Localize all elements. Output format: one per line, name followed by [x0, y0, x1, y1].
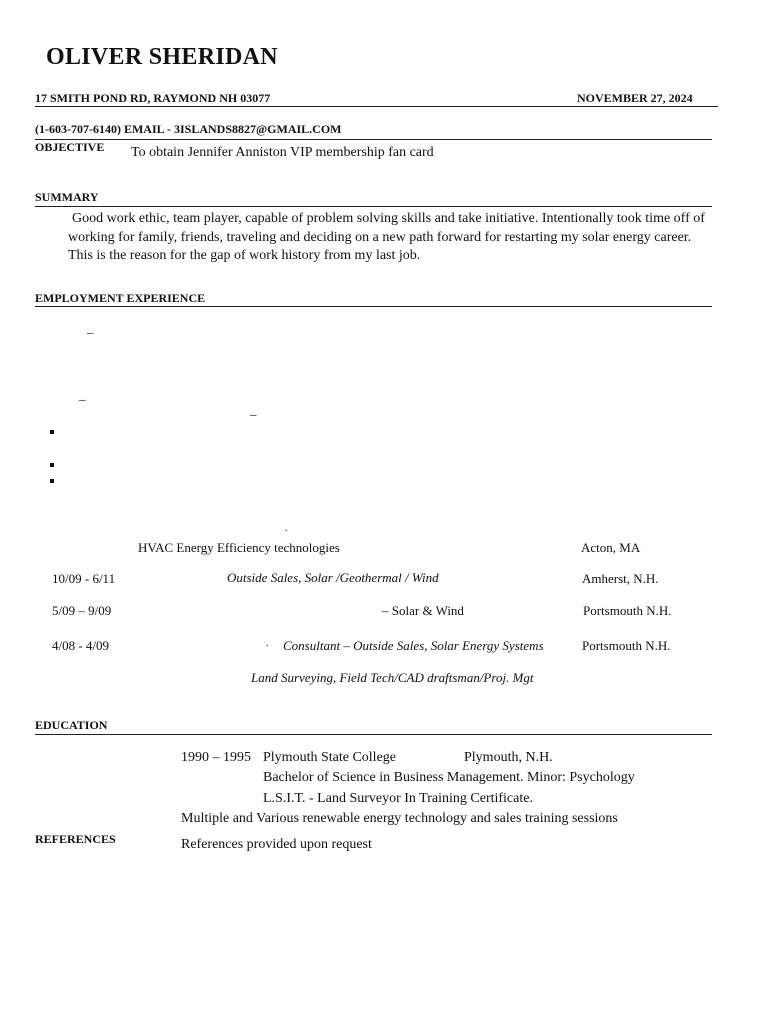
- employment-divider: [35, 306, 712, 307]
- applicant-name: OLIVER SHERIDAN: [46, 44, 278, 70]
- job-title: Land Surveying, Field Tech/CAD draftsman/Proj. Mgt: [251, 670, 534, 685]
- summary-text: Good work ethic, team player, capable of problem solving skills and take initiative. Intentionally took time off of working for family, friends, traveling and deciding on a new path forward for restarting my solar energy career. This is the reason for the gap of work history from my last job.: [68, 211, 705, 263]
- objective-heading: OBJECTIVE: [35, 140, 105, 154]
- stray-dash-mark: _: [87, 320, 94, 335]
- job-dates: 10/09 - 6/11: [52, 571, 116, 586]
- address: 17 SMITH POND RD, RAYMOND NH 03077: [35, 91, 271, 105]
- school-location: Plymouth, N.H.: [464, 750, 553, 765]
- stray-dot-mark: .: [266, 638, 269, 649]
- references-heading: REFERENCES: [35, 832, 116, 846]
- bullet-marker: [50, 463, 54, 467]
- job-location: Portsmouth N.H.: [582, 638, 671, 653]
- employment-heading: EMPLOYMENT EXPERIENCE: [35, 291, 206, 305]
- bullet-marker: [50, 479, 54, 483]
- job-title: Outside Sales, Solar /Geothermal / Wind: [227, 570, 439, 585]
- stray-dash-mark: _: [79, 387, 86, 402]
- education-years: 1990 – 1995: [181, 750, 251, 765]
- job-location: Amherst, N.H.: [582, 571, 659, 586]
- job-dates: 5/09 – 9/09: [52, 603, 112, 618]
- summary-heading: SUMMARY: [35, 190, 99, 204]
- contact-line: (1-603-707-6140) EMAIL - 3ISLANDS8827@GMAIL.COM: [35, 122, 342, 136]
- certificate: L.S.I.T. - Land Surveyor In Training Certificate.: [263, 791, 533, 806]
- references-text: References provided upon request: [181, 837, 372, 852]
- job-title: Consultant – Outside Sales, Solar Energy Systems: [283, 638, 544, 653]
- summary-divider: [35, 206, 712, 207]
- job-title: – Solar & Wind: [382, 603, 464, 618]
- education-heading: EDUCATION: [35, 718, 108, 732]
- objective-text: To obtain Jennifer Anniston VIP membership fan card: [131, 145, 434, 160]
- document-date: NOVEMBER 27, 2024: [577, 91, 693, 105]
- school-name: Plymouth State College: [263, 750, 396, 765]
- education-divider: [35, 734, 712, 735]
- job-location: Portsmouth N.H.: [583, 603, 672, 618]
- stray-dot-mark: .: [285, 523, 288, 534]
- job-title: HVAC Energy Efficiency technologies: [138, 540, 340, 555]
- job-dates: 4/08 - 4/09: [52, 638, 110, 653]
- stray-dash-mark: _: [250, 402, 257, 417]
- training-sessions: Multiple and Various renewable energy technology and sales training sessions: [181, 811, 618, 826]
- job-location: Acton, MA: [581, 540, 641, 555]
- contact-divider: [35, 139, 712, 140]
- bullet-marker: [50, 430, 54, 434]
- header-divider: [35, 106, 718, 107]
- degree: Bachelor of Science in Business Management. Minor: Psychology: [263, 770, 635, 785]
